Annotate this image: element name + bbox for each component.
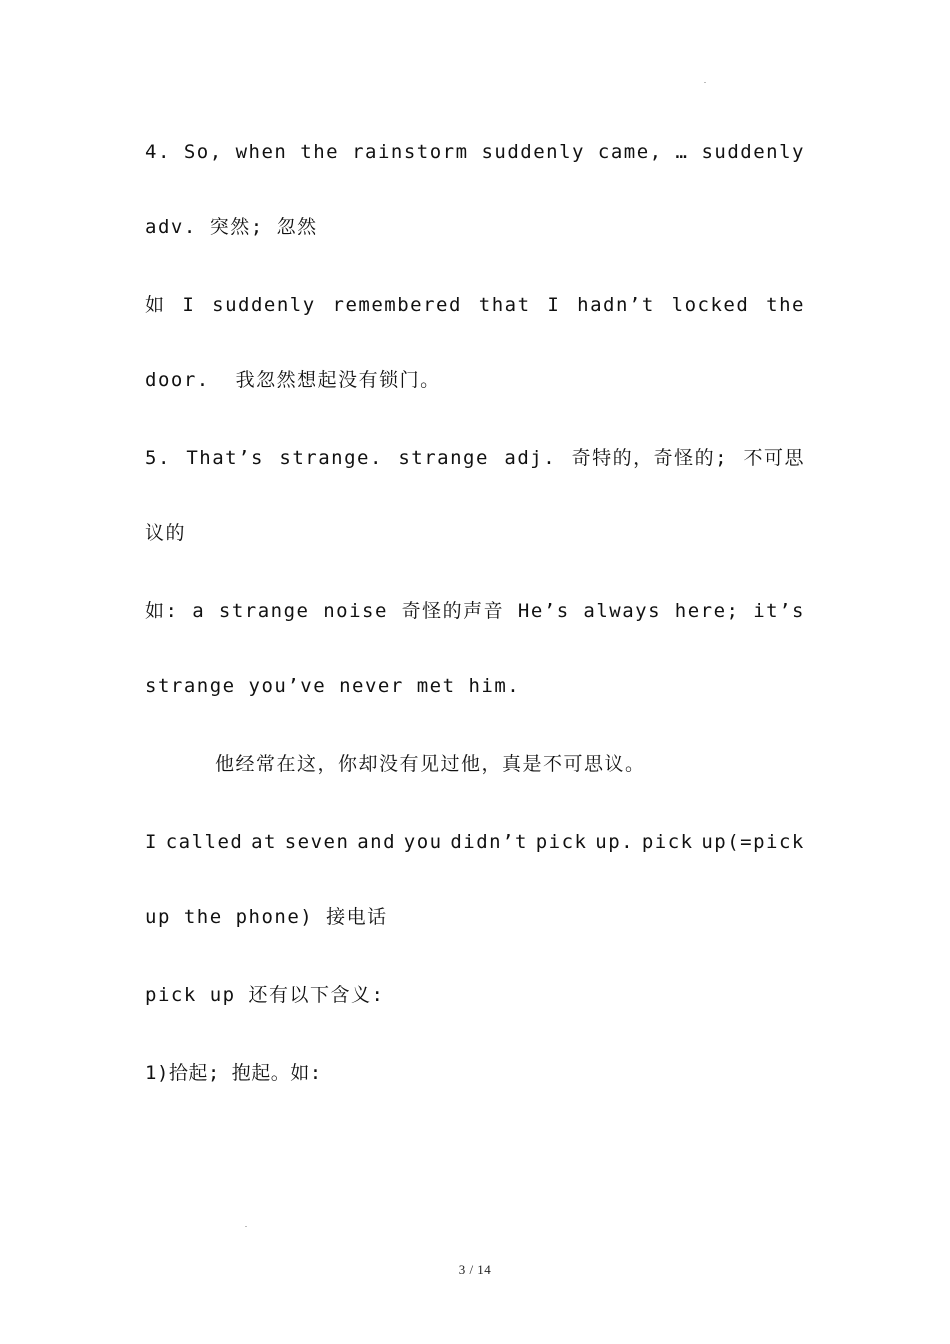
text-line-11: up the phone) 接电话 [145,906,388,928]
text-line-3: 如 I suddenly remembered that I hadn’t locked the [145,294,805,316]
text-line-6: 议的 [145,522,187,544]
text-line-4: door. 我忽然想起没有锁门。 [145,369,441,391]
scan-speck [704,82,706,83]
text-line-13: 1)拾起; 抱起。如: [145,1062,322,1084]
text-line-7: 如: a strange noise 奇怪的声音 He’s always here; it’s [145,600,805,622]
text-line-12: pick up 还有以下含义: [145,984,385,1006]
text-line-9: 他经常在这，你却没有见过他，真是不可思议。 [215,753,646,775]
scan-speck [245,1226,247,1227]
text-line-10: I called at seven and you didn’t pick up. pick up(=pick [145,831,805,853]
text-line-1: 4. So, when the rainstorm suddenly came, … suddenly [145,141,805,163]
text-line-8: strange you’ve never met him. [145,675,521,697]
text-line-5: 5. That’s strange. strange adj. 奇特的，奇怪的; 不可思 [145,447,805,469]
page-number: 3 / 14 [458,1262,492,1277]
text-line-2: adv. 突然; 忽然 [145,216,318,238]
